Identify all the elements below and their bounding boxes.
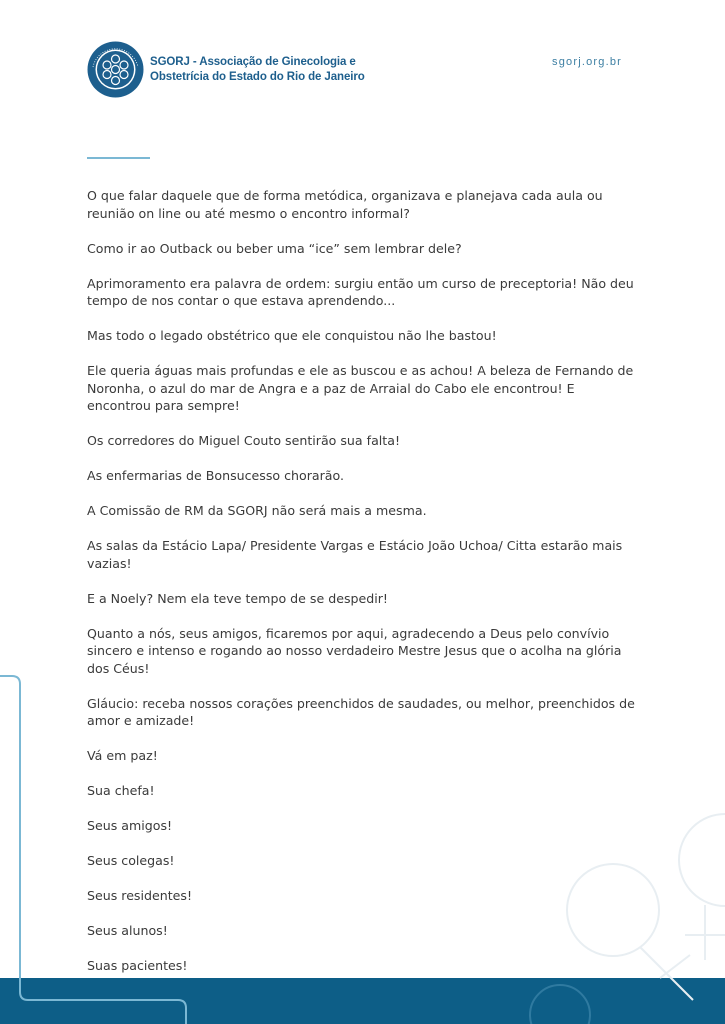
letter-body <box>87 187 642 975</box>
paragraph: Aprimoramento era palavra de ordem: surgiu então um curso de preceptoria! Não deu tempo de nos contar o que estava aprendendo... <box>87 275 634 308</box>
closing-line: Suas pacientes! <box>87 958 188 973</box>
paragraph: As enfermarias de Bonsucesso chorarão. <box>87 468 344 483</box>
paragraph: Como ir ao Outback ou beber uma “ice” sem lembrar dele? <box>87 240 462 256</box>
paragraph: O que falar daquele que de forma metódica, organizava e planejava cada aula ou reunião on line ou até mesmo o encontro informal? <box>87 188 603 221</box>
paragraph: E a Noely? Nem ela teve tempo de se despedir! <box>87 590 388 606</box>
org-name-line-2: Obstetrícia do Estado do Rio de Janeiro <box>150 71 365 83</box>
closing-line: Seus residentes! <box>87 888 193 903</box>
website-link[interactable]: sgorj.org.br <box>552 56 623 68</box>
sgorj-logo <box>87 41 144 98</box>
closing-line: Seus alunos! <box>87 923 168 938</box>
female-symbol-icon <box>679 814 725 960</box>
accent-rule <box>87 157 150 159</box>
paragraph: Os corredores do Miguel Couto sentirão sua falta! <box>87 433 400 448</box>
organization-name <box>150 55 365 85</box>
paragraph: As salas da Estácio Lapa/ Presidente Vargas e Estácio João Uchoa/ Citta estarão mais vazias! <box>87 538 623 571</box>
footer-bar <box>0 978 725 1024</box>
paragraph: A Comissão de RM da SGORJ não será mais a mesma. <box>87 503 427 518</box>
closing-line: Vá em paz! <box>87 748 158 763</box>
closing-line: Seus amigos! <box>87 818 173 833</box>
paragraph: Mas todo o legado obstétrico que ele conquistou não lhe bastou! <box>87 328 497 343</box>
org-name-line-1: SGORJ - Associação de Ginecologia e <box>150 56 356 68</box>
paragraph: Quanto a nós, seus amigos, ficaremos por aqui, agradecendo a Deus pelo convívio sincero e intenso e rogando ao nosso verdadeiro Mestre Jesus que o acolha na glória dos Céus! <box>87 625 622 676</box>
paragraph: Gláucio: receba nossos corações preenchidos de saudades, ou melhor, preenchidos de amor e amizade! <box>87 695 635 728</box>
closing-line: Seus colegas! <box>87 853 175 868</box>
paragraph: Ele queria águas mais profundas e ele as buscou e as achou! A beleza de Fernando de Noronha, o azul do mar de Angra e a paz de Arraial do Cabo ele encontrou! E encontrou para sempre! <box>87 363 634 413</box>
closing-line: Sua chefa! <box>87 783 155 798</box>
